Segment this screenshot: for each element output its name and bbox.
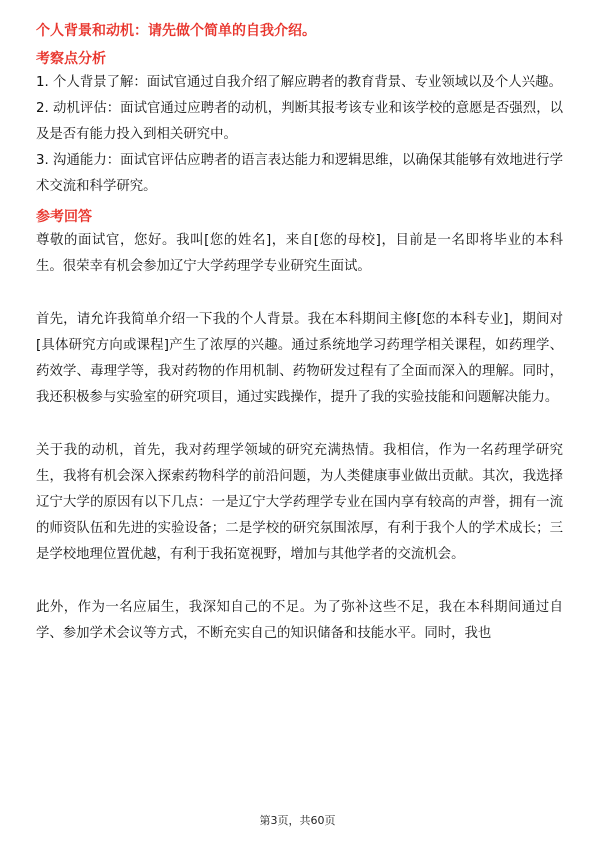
paragraph-gap — [36, 280, 563, 307]
analysis-item: 2. 动机评估：面试官通过应聘者的动机，判断其报考该专业和该学校的意愿是否强烈，以及是否有能力投入到相关研究中。 — [36, 101, 563, 142]
paragraph-gap — [36, 568, 563, 595]
answer-paragraph: 尊敬的面试官，您好。我叫[您的姓名]，来自[您的母校]，目前是一名即将毕业的本科生。很荣幸有机会参加辽宁大学药理学专业研究生面试。 — [36, 233, 563, 274]
answer-paragraph: 关于我的动机，首先，我对药理学领域的研究充满热情。我相信，作为一名药理学研究生，我将有机会深入探索药物科学的前沿问题，为人类健康事业做出贡献。其次，我选择辽宁大学的原因有以下几点：一是辽宁大学药理学专业在国内享有较高的声誉，拥有一流的师资队伍和先进的实验设备；二是学校的研究氛围浓厚，有利于我个人的学术成长；三是学校地理位置优越，有利于我拓宽视野，增加与其他学者的交流机会。 — [36, 443, 563, 562]
analysis-item: 1. 个人背景了解：面试官通过自我介绍了解应聘者的教育背景、专业领域以及个人兴趣。 — [36, 75, 562, 90]
page-content — [36, 20, 563, 647]
answer-heading: 参考回答 — [36, 209, 92, 225]
question-title: 个人背景和动机：请先做个简单的自我介绍。 — [36, 23, 316, 39]
answer-paragraph: 首先，请允许我简单介绍一下我的个人背景。我在本科期间主修[您的本科专业]，期间对[具体研究方向或课程]产生了浓厚的兴趣。通过系统地学习药理学相关课程，如药理学、药效学、毒理学等，我对药物的作用机制、药物研发过程有了全面而深入的理解。同时，我还积极参与实验室的研究项目，通过实践操作，提升了我的实验技能和问题解决能力。 — [36, 312, 563, 405]
paragraph-gap — [36, 411, 563, 438]
analysis-heading: 考察点分析 — [36, 51, 106, 67]
answer-paragraph: 此外，作为一名应届生，我深知自己的不足。为了弥补这些不足，我在本科期间通过自学、参加学术会议等方式，不断充实自己的知识储备和技能水平。同时，我也 — [36, 600, 563, 641]
analysis-item: 3. 沟通能力：面试官评估应聘者的语言表达能力和逻辑思维，以确保其能够有效地进行学术交流和科学研究。 — [36, 153, 563, 194]
page-number-footer: 第3页，共60页 — [259, 814, 336, 827]
